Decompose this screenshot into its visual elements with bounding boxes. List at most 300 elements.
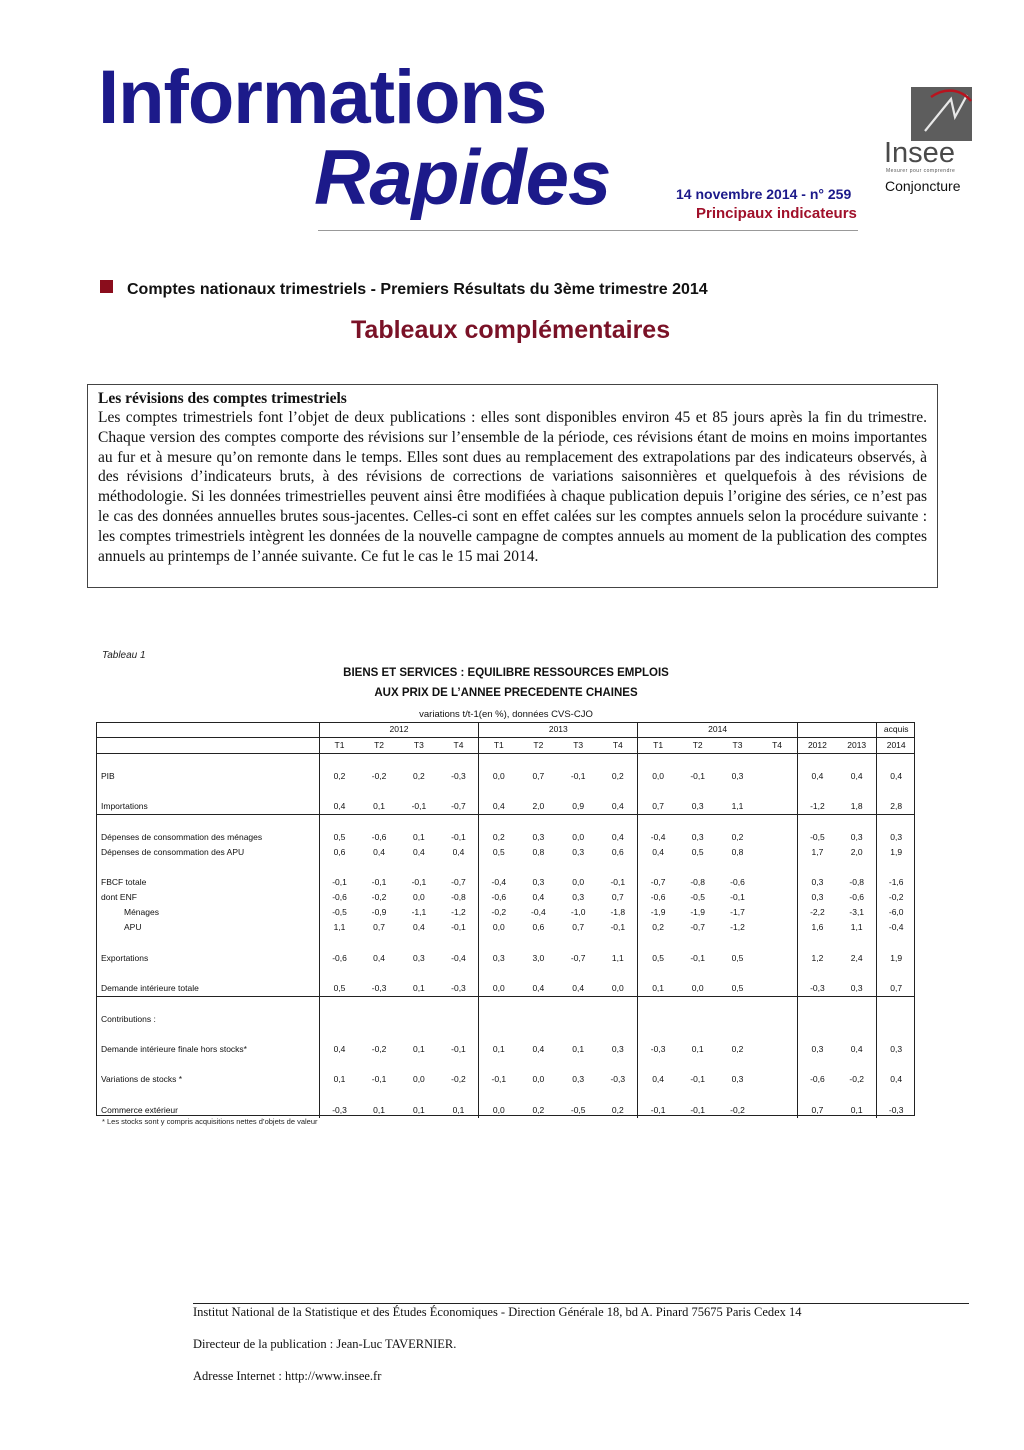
table-spacer-cell [877, 784, 915, 799]
header-quarter: T4 [757, 738, 797, 754]
table-value-cell: -0,1 [690, 1104, 705, 1115]
table-value-cell [757, 981, 797, 997]
table-value-cell: 0,5 [731, 952, 744, 963]
table-spacer-cell [877, 860, 915, 875]
header-quarter: T3 [718, 738, 758, 754]
table-row [96, 1042, 915, 1057]
table-value-cell [439, 1012, 479, 1027]
table-spacer-cell [399, 996, 439, 1011]
footer-rule [193, 1303, 969, 1304]
table-spacer-cell [479, 754, 519, 769]
table-spacer-cell [319, 1027, 359, 1042]
table-value-cell: -0,6 [319, 951, 359, 966]
table-spacer-cell [558, 996, 598, 1011]
table-spacer-cell [359, 996, 399, 1011]
table-value-cell: 0,7 [877, 981, 915, 997]
table-spacer-cell [877, 754, 915, 769]
table-spacer-cell [797, 814, 837, 829]
header-quarter: T2 [678, 738, 718, 754]
table-spacer-cell [558, 814, 598, 829]
table-spacer-cell [359, 1087, 399, 1102]
table-value-cell: 0,8 [532, 846, 545, 857]
table-spacer-cell [96, 1087, 319, 1102]
table-spacer-cell [837, 1087, 877, 1102]
table-spacer-cell [319, 996, 359, 1011]
table-spacer-cell [518, 1057, 558, 1072]
table-value-cell [319, 1012, 359, 1027]
table-value-cell: 0,0 [611, 982, 624, 993]
table-spacer-cell [399, 1057, 439, 1072]
table-value-cell [399, 1012, 439, 1027]
table-value-cell [479, 1012, 519, 1027]
footer-address: Institut National de la Statistique et des Études Économiques - Direction Générale 18, bd A. Pinard 75675 Paris Cedex 14 [193, 1305, 802, 1319]
table-value-cell: -1,2 [797, 799, 837, 815]
table-spacer-cell [757, 1057, 797, 1072]
table-spacer-cell [757, 860, 797, 875]
table-value-cell: 0,3 [479, 951, 519, 966]
table-value-cell: 0,3 [797, 1042, 837, 1057]
table-value-cell [598, 1012, 638, 1027]
table-spacer-cell [638, 996, 678, 1011]
table-value-cell: -0,3 [451, 982, 466, 993]
table-value-cell: 0,3 [850, 982, 863, 993]
table-value-cell: -0,1 [479, 1072, 519, 1087]
table-value-cell: -0,1 [610, 922, 626, 933]
table-value-cell: -0,3 [319, 1102, 359, 1117]
table-value-cell: -0,7 [451, 800, 466, 811]
table-value-cell: -1,2 [730, 922, 745, 933]
table-spacer-cell [359, 1057, 399, 1072]
table-value-cell: 0,4 [373, 846, 385, 857]
table-spacer-cell [518, 860, 558, 875]
table-value-cell: 0,3 [877, 1042, 915, 1057]
table-spacer-row [96, 784, 915, 799]
table-value-cell: -0,7 [451, 877, 466, 888]
table-value-cell: 2,0 [532, 800, 545, 811]
table-spacer-row [96, 814, 915, 829]
table-value-cell: 0,1 [319, 1072, 359, 1087]
table-value-cell: 0,6 [532, 922, 545, 933]
table-row [96, 1102, 915, 1117]
table-value-cell: 0,0 [479, 981, 519, 997]
table-row [96, 905, 915, 920]
table-spacer-cell [399, 814, 439, 829]
table-spacer-cell [757, 936, 797, 951]
table-value-cell: -0,1 [730, 892, 745, 903]
footer-website: Adresse Internet : http://www.insee.fr [193, 1369, 382, 1383]
table-value-cell: -1,2 [451, 907, 466, 918]
table-value-cell: 1,8 [850, 800, 863, 811]
table-row [96, 1072, 915, 1087]
table-value-cell: 2,4 [850, 952, 863, 963]
table-spacer-cell [757, 1027, 797, 1042]
table-value-cell: -0,5 [319, 905, 359, 920]
table-spacer-cell [96, 966, 319, 981]
table-value-cell [757, 799, 797, 815]
footer-director: Directeur de la publication : Jean-Luc TAVERNIER. [193, 1337, 457, 1351]
table-value-cell: 1,1 [850, 922, 863, 933]
table-value-cell: -0,6 [371, 831, 387, 842]
table-row [96, 769, 915, 784]
table-spacer-cell [638, 936, 678, 951]
table-value-cell: -0,1 [451, 1043, 466, 1054]
table-spacer-cell [797, 1087, 837, 1102]
table-value-cell: 0,4 [797, 769, 837, 784]
table-spacer-cell [678, 754, 718, 769]
section-bullet-square [100, 280, 113, 293]
header-quarter: T1 [479, 738, 519, 754]
table-value-cell: -0,2 [371, 770, 387, 781]
table-value-cell [757, 1072, 797, 1087]
table-value-cell: -0,1 [451, 831, 466, 842]
table-spacer-cell [638, 1087, 678, 1102]
table-value-cell: 0,4 [877, 1072, 915, 1087]
table-value-cell: 0,0 [572, 877, 585, 888]
table-spacer-cell [718, 1057, 758, 1072]
table-spacer-cell [797, 996, 837, 1011]
header-quarter: T3 [399, 738, 439, 754]
table-value-cell: -0,5 [797, 830, 837, 845]
table-value-cell [877, 1012, 915, 1027]
table-value-cell: -0,6 [319, 890, 359, 905]
table-value-cell: 0,4 [319, 799, 359, 815]
table-spacer-cell [359, 860, 399, 875]
table-value-cell: -0,1 [690, 770, 705, 781]
table-value-cell: 0,7 [638, 799, 678, 815]
table-value-cell: 1,2 [797, 951, 837, 966]
table-value-cell: 0,5 [691, 846, 704, 857]
table-value-cell: 0,2 [412, 770, 425, 781]
table-spacer-cell [797, 860, 837, 875]
table-value-cell [518, 1012, 558, 1027]
table-value-cell: -0,1 [451, 922, 466, 933]
table-value-cell: 0,7 [532, 770, 545, 781]
table-spacer-cell [518, 966, 558, 981]
table-value-cell: 0,4 [532, 1043, 545, 1054]
table-value-cell: 0,1 [373, 1104, 385, 1115]
table-spacer-cell [718, 1027, 758, 1042]
table-value-cell: 0,0 [572, 831, 585, 842]
table-value-cell: 0,2 [532, 1104, 545, 1115]
table-value-cell: 0,2 [479, 830, 519, 845]
table-value-cell: -0,4 [479, 875, 519, 890]
table-spacer-cell [638, 1057, 678, 1072]
table-footnote: * Les stocks sont y compris acquisitions nettes d’objets de valeur [102, 1117, 318, 1126]
insee-logo-conjoncture: Conjoncture [885, 178, 961, 194]
table-spacer-row [96, 936, 915, 951]
table-spacer-cell [837, 996, 877, 1011]
table-value-cell: 0,4 [479, 799, 519, 815]
table-spacer-cell [399, 1027, 439, 1042]
table-spacer-cell [359, 784, 399, 799]
table-value-cell: -0,1 [570, 770, 586, 781]
header-year: 2012 [319, 722, 478, 738]
table-spacer-cell [718, 966, 758, 981]
table-header-periods [96, 738, 915, 754]
table-spacer-cell [837, 784, 877, 799]
table-value-cell [797, 1012, 837, 1027]
table-spacer-cell [558, 936, 598, 951]
table-spacer-cell [399, 966, 439, 981]
table-value-cell [757, 830, 797, 845]
table-spacer-cell [678, 860, 718, 875]
table-value-cell: 0,2 [731, 831, 744, 842]
table-value-cell: -0,3 [797, 981, 837, 997]
table-spacer-cell [439, 996, 479, 1011]
table-spacer-cell [678, 996, 718, 1011]
table-spacer-cell [96, 1057, 319, 1072]
table-value-cell: 2,0 [850, 846, 863, 857]
table-value-cell: 0,3 [572, 1074, 585, 1085]
table-value-cell: 0,2 [611, 1104, 624, 1115]
header-quarter: T4 [439, 738, 479, 754]
table-spacer-row [96, 1027, 915, 1042]
table-value-cell: -0,4 [451, 952, 466, 963]
table-row [96, 981, 915, 997]
table-spacer-cell [678, 1087, 718, 1102]
table-value-cell: -0,6 [849, 892, 865, 903]
table-row [96, 1012, 915, 1027]
table-row [96, 830, 915, 845]
header-quarter: T1 [638, 738, 678, 754]
table-value-cell: 0,3 [532, 877, 545, 888]
table-value-cell [757, 951, 797, 966]
table-value-cell: 0,4 [611, 831, 624, 842]
table-spacer-cell [96, 814, 319, 829]
table-spacer-cell [479, 1057, 519, 1072]
row-label: Dépenses de consommation des ménages [101, 831, 263, 842]
table-value-cell: -0,1 [690, 952, 705, 963]
table-value-cell: -0,9 [371, 907, 387, 918]
table-spacer-cell [558, 1057, 598, 1072]
table-spacer-cell [877, 814, 915, 829]
table-value-cell: 0,9 [572, 800, 585, 811]
table-spacer-cell [837, 936, 877, 951]
table-value-cell [359, 1012, 399, 1027]
table-value-cell: 0,3 [691, 831, 704, 842]
masthead-subtitle: Principaux indicateurs [696, 205, 857, 222]
table-value-cell: -0,3 [371, 982, 387, 993]
table-value-cell: 0,0 [479, 1102, 519, 1117]
table-value-cell: -0,6 [730, 877, 745, 888]
table-value-cell: 0,4 [373, 952, 385, 963]
table-spacer-row [96, 996, 915, 1011]
table-value-cell: -1,9 [638, 905, 678, 920]
issue-date-number: 14 novembre 2014 - n° 259 [676, 186, 852, 202]
row-label: APU [124, 922, 142, 933]
table-value-cell: 0,2 [638, 920, 678, 935]
table-spacer-cell [319, 1057, 359, 1072]
table-value-cell: 0,4 [412, 846, 425, 857]
table-value-cell: 0,3 [572, 846, 585, 857]
table-spacer-row [96, 860, 915, 875]
table-spacer-cell [558, 754, 598, 769]
table-spacer-row [96, 966, 915, 981]
table-value-cell: -0,7 [570, 952, 586, 963]
table-value-cell: 0,1 [479, 1042, 519, 1057]
table-spacer-cell [598, 784, 638, 799]
table-spacer-cell [319, 784, 359, 799]
masthead-title-informations: Informations [98, 55, 547, 140]
table-spacer-row [96, 1087, 915, 1102]
table-spacer-cell [678, 784, 718, 799]
table-value-cell [837, 1012, 877, 1027]
table-value-cell: -1,1 [411, 907, 427, 918]
table-value-cell: -1,8 [610, 907, 626, 918]
table-spacer-cell [558, 1087, 598, 1102]
table-units: variations t/t-1(en %), données CVS-CJO [419, 709, 593, 720]
table-spacer-row [96, 754, 915, 769]
table-value-cell: 1,9 [877, 845, 915, 860]
table-value-cell: 0,5 [479, 845, 519, 860]
table-spacer-cell [399, 784, 439, 799]
table-value-cell: -0,6 [797, 1072, 837, 1087]
table-value-cell: 0,7 [611, 892, 624, 903]
table-value-cell: 0,4 [412, 922, 425, 933]
table-spacer-cell [319, 814, 359, 829]
table-spacer-cell [359, 754, 399, 769]
section-heading: Comptes nationaux trimestriels - Premiers Résultats du 3ème trimestre 2014 [127, 281, 708, 298]
table-value-cell: 0,4 [532, 892, 545, 903]
table-spacer-row [96, 1057, 915, 1072]
header-quarter: T1 [319, 738, 359, 754]
header-annual-year: 2012 [797, 738, 837, 754]
table-spacer-cell [96, 860, 319, 875]
table-spacer-cell [877, 936, 915, 951]
table-value-cell: 0,4 [319, 1042, 359, 1057]
table-value-cell: 0,7 [373, 922, 385, 933]
table-row [96, 799, 915, 815]
table-value-cell: 0,6 [611, 846, 624, 857]
table-spacer-cell [518, 996, 558, 1011]
table-spacer-cell [479, 860, 519, 875]
table-value-cell: 0,0 [412, 1074, 425, 1085]
table-value-cell [757, 920, 797, 935]
table-spacer-cell [837, 1057, 877, 1072]
table-value-cell: 0,3 [731, 770, 744, 781]
table-spacer-cell [678, 1057, 718, 1072]
table-value-cell [757, 845, 797, 860]
table-spacer-cell [598, 1027, 638, 1042]
table-spacer-cell [399, 1087, 439, 1102]
table-value-cell: 0,1 [412, 831, 425, 842]
table-value-cell: 0,6 [319, 845, 359, 860]
row-label: Exportations [101, 952, 149, 963]
table-value-cell [757, 890, 797, 905]
table-value-cell: -0,2 [451, 1074, 466, 1085]
table-spacer-cell [96, 1027, 319, 1042]
table-value-cell: -0,2 [479, 905, 519, 920]
table-spacer-cell [877, 1087, 915, 1102]
table-value-cell: 0,5 [731, 982, 744, 993]
table-value-cell: 0,4 [452, 846, 465, 857]
table-value-cell [757, 875, 797, 890]
table-value-cell: -0,3 [638, 1042, 678, 1057]
table-spacer-cell [598, 860, 638, 875]
table-spacer-cell [797, 1057, 837, 1072]
table-value-cell [757, 1042, 797, 1057]
table-value-cell: 0,1 [850, 1104, 863, 1115]
table-row [96, 920, 915, 935]
table-spacer-cell [479, 996, 519, 1011]
table-value-cell: 0,0 [479, 920, 519, 935]
row-label: dont ENF [101, 892, 137, 903]
table-value-cell: -0,2 [849, 1074, 865, 1085]
table-value-cell: -0,1 [638, 1102, 678, 1117]
table-row [96, 890, 915, 905]
table-value-cell: -0,2 [371, 1043, 387, 1054]
table-spacer-cell [638, 814, 678, 829]
table-value-cell: 0,3 [877, 830, 915, 845]
table-spacer-cell [598, 966, 638, 981]
table-value-cell: 0,1 [373, 800, 385, 811]
table-spacer-cell [439, 754, 479, 769]
table-value-cell: 0,3 [572, 892, 585, 903]
table-value-cell: 0,4 [611, 800, 624, 811]
table-value-cell: 0,0 [479, 769, 519, 784]
header-quarter: T4 [598, 738, 638, 754]
table-spacer-cell [439, 860, 479, 875]
row-label: FBCF totale [101, 877, 147, 888]
header-quarter: T3 [558, 738, 598, 754]
revisions-body: Les comptes trimestriels font l’objet de deux publications : elles sont disponibles environ 45 et 85 jours après la fin du trimestre. Chaque version des comptes comporte des révisions sur l’ensemble de la période, ces révisions étant de moins en moins importantes au fur et à mesure qu’on remonte dans le temps. Elles sont dues au remplacement des extrapolations par des indicateurs observés, à des révisions d’indicateurs bruts, à des révisions de corrections de variations saisonnières et quelquefois à des révisions de méthodologie. Si les données trimestrielles peuvent ainsi être modifiées à chaque publication depuis l’origine des séries, ce n’est pas le cas des données annuelles brutes sous-jacentes. Celles-ci sont en effet calées sur les comptes annuels selon la procédure suivante : les comptes trimestriels intègrent les données de la nouvelle campagne de comptes annuels au moment de la publication des comptes annuels au printemps de l’année suivante. Ce fut le cas le 15 mai 2014. [98, 409, 927, 565]
table-value-cell: 0,3 [850, 831, 863, 842]
table-spacer-cell [479, 1087, 519, 1102]
table-spacer-cell [718, 1087, 758, 1102]
table-value-cell: 0,3 [691, 800, 704, 811]
data-table [96, 722, 915, 1118]
table-value-cell: 0,7 [797, 1102, 837, 1117]
table-row [96, 845, 915, 860]
row-label: Ménages [124, 907, 159, 918]
table-value-cell: -0,4 [877, 920, 915, 935]
table-value-cell: 2,8 [877, 799, 915, 815]
table-value-cell: 3,0 [532, 952, 545, 963]
table-spacer-cell [439, 784, 479, 799]
table-value-cell [757, 769, 797, 784]
table-spacer-cell [678, 936, 718, 951]
section-title: Tableaux complémentaires [351, 316, 671, 344]
table-spacer-cell [558, 784, 598, 799]
table-value-cell: 0,2 [731, 1043, 744, 1054]
header-quarter: T2 [518, 738, 558, 754]
table-spacer-cell [837, 814, 877, 829]
table-value-cell: -0,1 [371, 877, 387, 888]
header-corner [96, 738, 319, 754]
table-value-cell: 0,4 [572, 982, 585, 993]
table-value-cell: -0,8 [849, 877, 865, 888]
table-value-cell: -0,3 [610, 1074, 626, 1085]
table-spacer-cell [718, 860, 758, 875]
table-spacer-cell [877, 1027, 915, 1042]
table-spacer-cell [678, 1027, 718, 1042]
table-value-cell: -0,7 [690, 922, 705, 933]
table-spacer-cell [518, 1027, 558, 1042]
table-spacer-cell [718, 754, 758, 769]
table-spacer-cell [757, 966, 797, 981]
table-value-cell: -0,3 [451, 770, 466, 781]
table-value-cell [757, 1012, 797, 1027]
table-spacer-cell [399, 754, 439, 769]
table-value-cell: 0,0 [691, 982, 704, 993]
table-value-cell: -0,2 [730, 1104, 745, 1115]
table-spacer-cell [518, 814, 558, 829]
table-spacer-cell [757, 784, 797, 799]
table-spacer-cell [96, 784, 319, 799]
table-row [96, 951, 915, 966]
table-value-cell: 0,0 [412, 892, 425, 903]
table-value-cell [558, 1012, 598, 1027]
